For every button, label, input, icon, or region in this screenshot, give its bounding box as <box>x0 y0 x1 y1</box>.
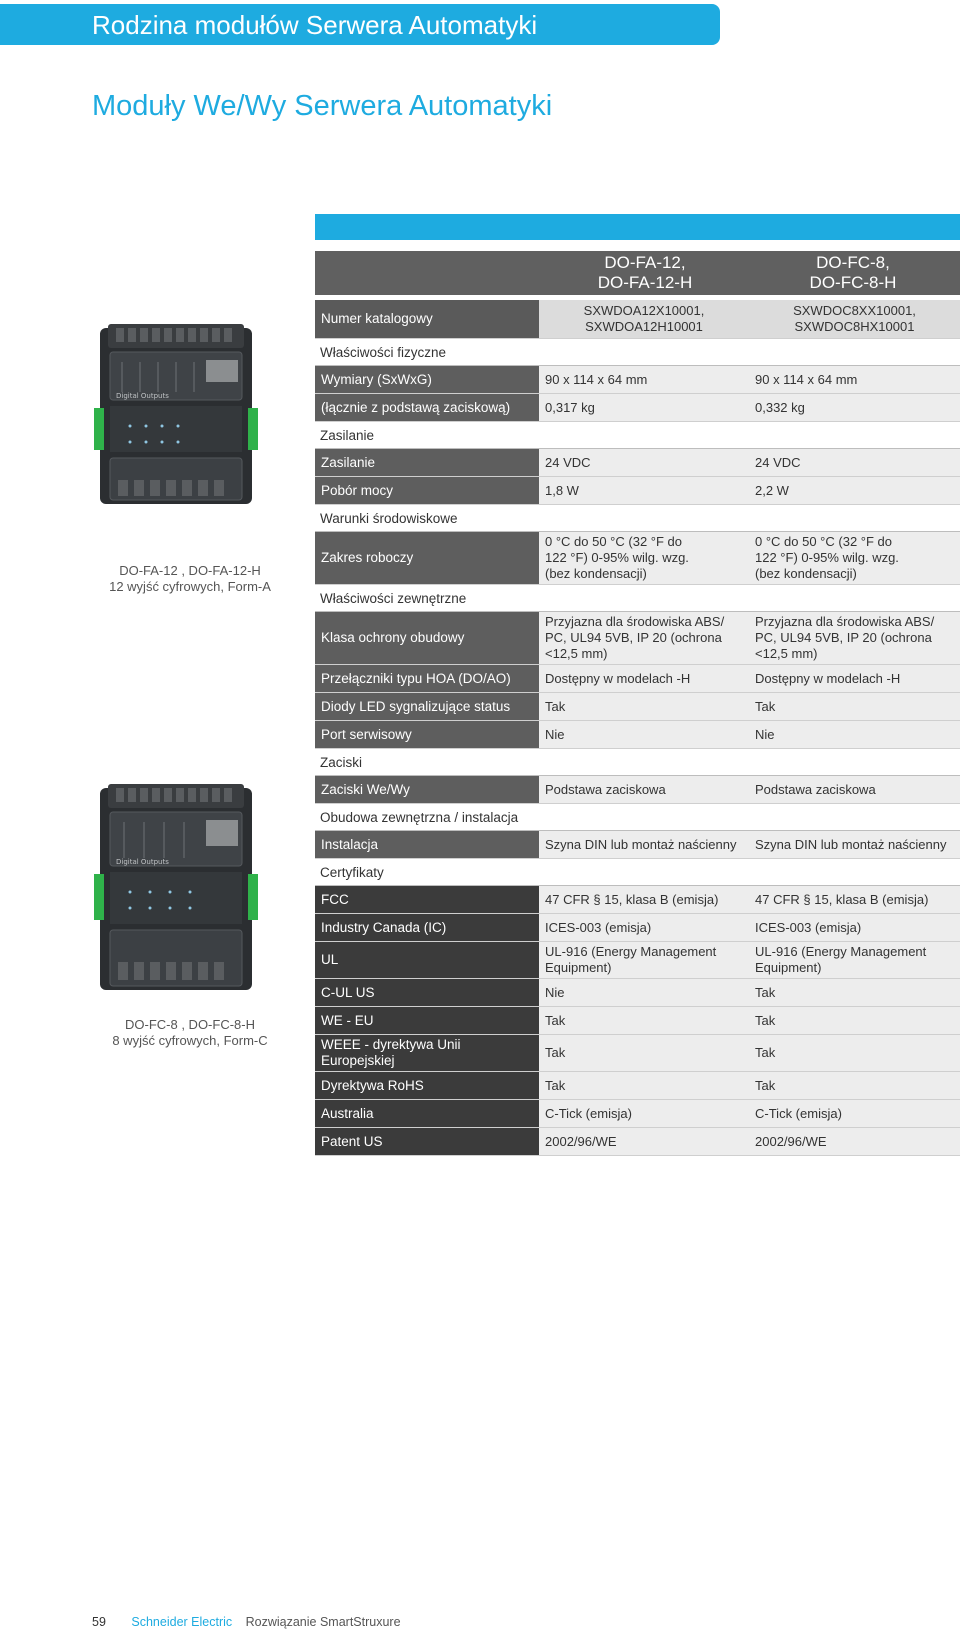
row-power-supply: Zasilanie 24 VDC 24 VDC <box>315 449 960 477</box>
page-footer <box>92 1615 401 1629</box>
header-banner <box>0 4 720 45</box>
section-certificates: Certyfikaty <box>315 859 960 886</box>
row-io-terminals: Zaciski We/Wy Podstawa zaciskowa Podstawa zaciskowa <box>315 776 960 804</box>
caption-description: 12 wyjść cyfrowych, Form-A <box>109 579 271 594</box>
row-australia: Australia C-Tick (emisja) C-Tick (emisja) <box>315 1100 960 1128</box>
row-we-eu: WE - EU Tak Tak <box>315 1007 960 1035</box>
section-external: Właściwości zewnętrzne <box>315 585 960 612</box>
row-operating-range: Zakres roboczy 0 °C do 50 °C (32 °F do 122 °F) 0-95% wilg. wzg. (bez kondensacji) 0 °C do 50 °C (32 °F do 122 °F) 0-95% wilg. wzg. (bez kondensacji) <box>315 532 960 585</box>
row-status-leds: Diody LED sygnalizujące status Tak Tak <box>315 693 960 721</box>
section-enclosure: Obudowa zewnętrzna / instalacja <box>315 804 960 831</box>
table-header <box>315 251 960 295</box>
product-caption-do-fa-12 <box>80 563 300 595</box>
row-catalog-number <box>315 300 960 339</box>
page-number: 59 <box>92 1615 106 1629</box>
value-do-fc-8: SXWDOC8XX10001, SXWDOC8HX10001 <box>749 300 960 338</box>
row-power-consumption: Pobór mocy 1,8 W 2,2 W <box>315 477 960 505</box>
row-dimensions: Wymiary (SxWxG) 90 x 114 x 64 mm 90 x 114 x 64 mm <box>315 366 960 394</box>
section-physical: Właściwości fizyczne <box>315 339 960 366</box>
row-industry-canada: Industry Canada (IC) ICES-003 (emisja) ICES-003 (emisja) <box>315 914 960 942</box>
row-patent-us: Patent US 2002/96/WE 2002/96/WE <box>315 1128 960 1156</box>
row-weee: WEEE - dyrektywa Unii Europejskiej Tak Tak <box>315 1035 960 1072</box>
row-enclosure-class: Klasa ochrony obudowy Przyjazna dla środowiska ABS/ PC, UL94 5VB, IP 20 (ochrona <12,5 mm) Przyjazna dla środowiska ABS/ PC, UL94 5VB, IP 20 (ochrona <12,5 mm) <box>315 612 960 665</box>
caption-model: DO-FC-8 , DO-FC-8-H <box>125 1017 255 1032</box>
row-ul: UL UL-916 (Energy Management Equipment) UL-916 (Energy Management Equipment) <box>315 942 960 979</box>
caption-model: DO-FA-12 , DO-FA-12-H <box>119 563 261 578</box>
section-environment: Warunki środowiskowe <box>315 505 960 532</box>
footer-brand: Schneider Electric <box>131 1615 233 1629</box>
row-weight: (łącznie z podstawą zaciskową) 0,317 kg 0,332 kg <box>315 394 960 422</box>
column-header-do-fc-8: DO-FC-8, DO-FC-8-H <box>809 253 897 292</box>
table-accent-bar <box>315 214 960 240</box>
section-terminals: Zaciski <box>315 749 960 776</box>
row-rohs: Dyrektywa RoHS Tak Tak <box>315 1072 960 1100</box>
product-image-do-fc-8 <box>94 782 258 994</box>
product-label-text: Digital Outputs <box>116 392 169 400</box>
row-fcc: FCC 47 CFR § 15, klasa B (emisja) 47 CFR § 15, klasa B (emisja) <box>315 886 960 914</box>
row-installation: Instalacja Szyna DIN lub montaż naścienny Szyna DIN lub montaż naścienny <box>315 831 960 859</box>
product-caption-do-fc-8 <box>80 1017 300 1049</box>
header-banner-text: Rodzina modułów Serwera Automatyki <box>92 10 538 40</box>
value-do-fa-12: SXWDOA12X10001, SXWDOA12H10001 <box>539 300 749 338</box>
footer-title: Rozwiązanie SmartStruxure <box>245 1615 401 1629</box>
spec-table <box>315 300 960 1156</box>
column-header-do-fa-12: DO-FA-12, DO-FA-12-H <box>597 253 693 292</box>
row-cul-us: C-UL US Nie Tak <box>315 979 960 1007</box>
product-image-do-fa-12 <box>94 322 258 508</box>
row-label: Numer katalogowy <box>315 300 539 338</box>
section-power: Zasilanie <box>315 422 960 449</box>
caption-description: 8 wyjść cyfrowych, Form-C <box>112 1033 268 1048</box>
row-service-port: Port serwisowy Nie Nie <box>315 721 960 749</box>
row-hoa-switches: Przełączniki typu HOA (DO/AO) Dostępny w modelach -H Dostępny w modelach -H <box>315 665 960 693</box>
product-label-text: Digital Outputs <box>116 858 169 866</box>
page-title: Moduły We/Wy Serwera Automatyki <box>92 90 553 122</box>
